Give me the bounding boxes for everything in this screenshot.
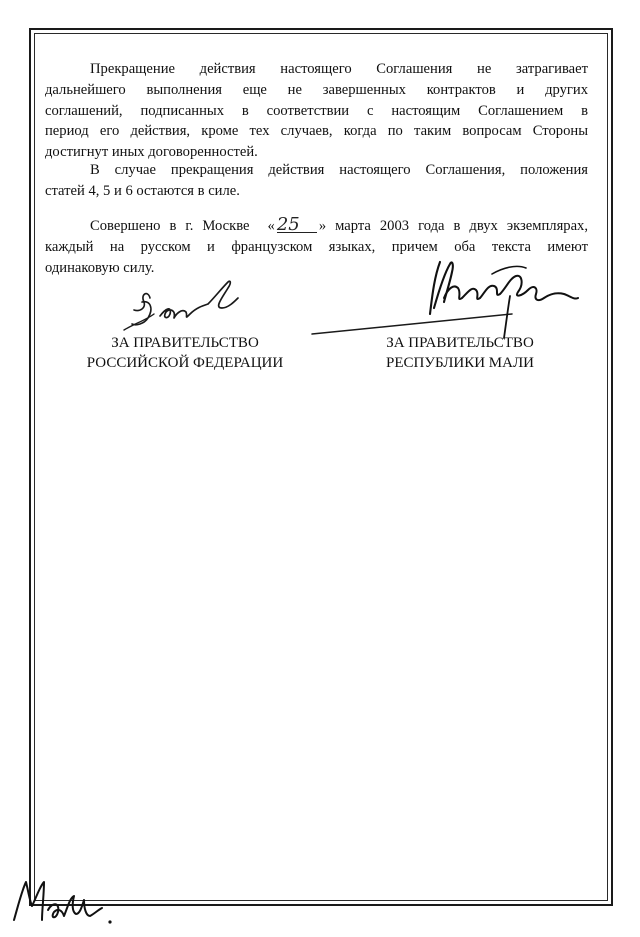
close-quote: » bbox=[318, 218, 327, 234]
text-line: каждый на русском и французском языках, причем оба текста имеют bbox=[45, 238, 588, 255]
closing-prefix: Совершено в г. Москве bbox=[90, 218, 250, 234]
text-line: одинаковую силу. bbox=[45, 259, 155, 276]
signatory-russia-line2: РОССИЙСКОЙ ФЕДЕРАЦИИ bbox=[86, 355, 284, 371]
text-line: период его действия, кроме тех случаев, когда по таким вопросам Стороны bbox=[45, 123, 588, 140]
text-line: достигнут иных договоренностей. bbox=[45, 144, 258, 161]
signatory-mali-line2: РЕСПУБЛИКИ МАЛИ bbox=[386, 355, 534, 371]
open-quote: « bbox=[267, 218, 275, 234]
closing-line-1 bbox=[90, 216, 588, 237]
text-line: Прекращение действия настоящего Соглашения не затрагивает bbox=[90, 61, 588, 77]
paragraph-articles bbox=[45, 160, 588, 202]
signatory-mali-line1: ЗА ПРАВИТЕЛЬСТВО bbox=[386, 335, 534, 351]
date-day: 25 bbox=[277, 218, 317, 233]
signatory-russia-line1: ЗА ПРАВИТЕЛЬСТВО bbox=[111, 335, 259, 351]
initials-icon bbox=[8, 876, 118, 932]
text-line: В случае прекращения действия настоящего Соглашения, положения bbox=[90, 162, 588, 178]
signatory-mali bbox=[355, 333, 565, 373]
text-line: соглашений, подписанных в соответствии с настоящим Соглашением в bbox=[45, 102, 588, 119]
signatory-russia bbox=[70, 333, 300, 373]
closing-suffix: марта 2003 года в двух экземплярах, bbox=[335, 218, 588, 234]
text-line: дальнейшего выполнения еще не завершенных контрактов и других bbox=[45, 81, 588, 98]
paragraph-termination bbox=[45, 59, 588, 163]
text-line: статей 4, 5 и 6 остаются в силе. bbox=[45, 182, 240, 199]
